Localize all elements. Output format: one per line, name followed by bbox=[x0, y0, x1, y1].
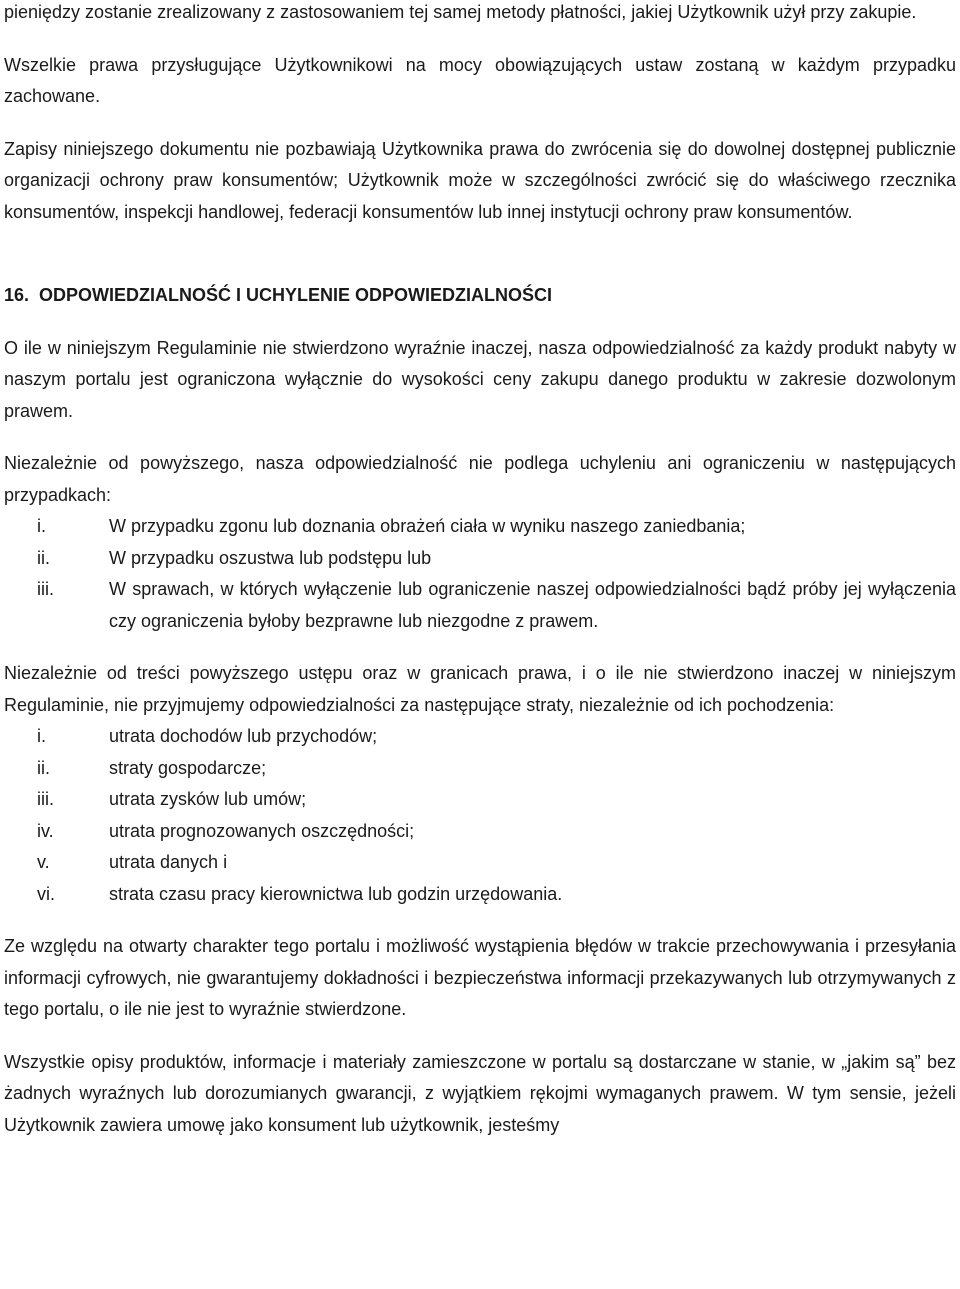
paragraph-refund-method: pieniędzy zostanie zrealizowany z zastosowaniem tej samej metody płatności, jakiej Użytkownik użył przy zakupie. bbox=[4, 2, 917, 22]
list-item bbox=[4, 543, 956, 575]
list-item-text: utrata prognozowanych oszczędności; bbox=[109, 820, 415, 841]
list-item bbox=[4, 879, 956, 911]
list-item bbox=[4, 574, 956, 637]
paragraph-liability-limit: O ile w niniejszym Regulaminie nie stwierdzono wyraźnie inaczej, nasza odpowiedzialność za każdy produkt nabyty w naszym portalu jest ograniczona wyłącznie do wysokości ceny zakupu danego produktu w zakresie dozwolonym prawem. bbox=[4, 337, 956, 421]
list-exclusions bbox=[4, 511, 956, 637]
list-item-text: straty gospodarcze; bbox=[109, 757, 267, 778]
list-marker: iv. bbox=[37, 820, 54, 841]
list-item-text: utrata danych i bbox=[109, 852, 228, 872]
list-marker: ii. bbox=[37, 757, 50, 778]
paragraph-no-guarantee: Ze względu na otwarty charakter tego portalu i możliwość wystąpienia błędów w trakcie przechowywania i przesyłania informacji cyfrowych, nie gwarantujemy dokładności i bezpieczeństwa informacji przekazywanych lub otrzymywanych z tego portalu, o ile nie jest to wyraźnie stwierdzone. bbox=[4, 936, 956, 1019]
list-losses bbox=[4, 721, 956, 910]
list-marker: i. bbox=[37, 516, 46, 536]
section-number: 16. bbox=[4, 285, 30, 305]
list-item-text: W przypadku zgonu lub doznania obrażeń ciała w wyniku naszego zaniedbania; bbox=[109, 516, 746, 536]
list-marker: iii. bbox=[37, 789, 54, 809]
list-item bbox=[4, 816, 956, 848]
list-item-text: W sprawach, w których wyłączenie lub ograniczenie naszej odpowiedzialności bądź próby jej wyłączenia czy ograniczenia byłoby bezprawne lub niezgodne z prawem. bbox=[109, 579, 956, 631]
paragraph-as-is: Wszystkie opisy produktów, informacje i materiały zamieszczone w portalu są dostarczane w stanie, w „jakim są” bez żadnych wyraźnych lub dorozumianych gwarancji, z wyjątkiem rękojmi wymaganych prawem. W tym sensie, jeżeli Użytkownik zawiera umowę jako konsument lub użytkownik, jesteśmy bbox=[4, 1051, 956, 1135]
paragraph-no-exclusion: Niezależnie od powyższego, nasza odpowiedzialność nie podlega uchyleniu ani ograniczeniu w następujących przypadkach: bbox=[4, 453, 956, 505]
section-title: ODPOWIEDZIALNOŚĆ I UCHYLENIE ODPOWIEDZIALNOŚCI bbox=[39, 285, 553, 305]
list-marker: vi. bbox=[37, 883, 55, 904]
paragraph-consumer-organizations: Zapisy niniejszego dokumentu nie pozbawiają Użytkownika prawa do zwrócenia się do dowolnej dostępnej publicznie organizacji ochrony praw konsumentów; Użytkownik może w szczególności zwrócić się do właściwego rzecznika konsumentów, inspekcji handlowej, federacji konsumentów lub innej instytucji ochrony praw konsumentów. bbox=[4, 138, 956, 222]
section-heading bbox=[4, 280, 956, 312]
list-marker: ii. bbox=[37, 547, 50, 568]
list-item-text: W przypadku oszustwa lub podstępu lub bbox=[109, 547, 432, 568]
list-item bbox=[4, 721, 956, 753]
list-item-text: utrata dochodów lub przychodów; bbox=[109, 726, 378, 746]
list-marker: iii. bbox=[37, 579, 54, 599]
list-item-text: utrata zysków lub umów; bbox=[109, 789, 307, 809]
list-item-text: strata czasu pracy kierownictwa lub godzin urzędowania. bbox=[109, 883, 563, 904]
paragraph-rights-preserved: Wszelkie prawa przysługujące Użytkownikowi na mocy obowiązujących ustaw zostaną w każdym przypadku zachowane. bbox=[4, 54, 956, 106]
list-item bbox=[4, 511, 956, 543]
list-item bbox=[4, 753, 956, 785]
document-page bbox=[4, 0, 956, 1141]
list-marker: v. bbox=[37, 852, 50, 872]
list-item bbox=[4, 784, 956, 816]
list-item bbox=[4, 847, 956, 879]
paragraph-losses-intro: Niezależnie od treści powyższego ustępu oraz w granicach prawa, i o ile nie stwierdzono inaczej w niniejszym Regulaminie, nie przyjmujemy odpowiedzialności za następujące straty, niezależnie od ich pochodzenia: bbox=[4, 663, 956, 715]
list-marker: i. bbox=[37, 726, 46, 746]
